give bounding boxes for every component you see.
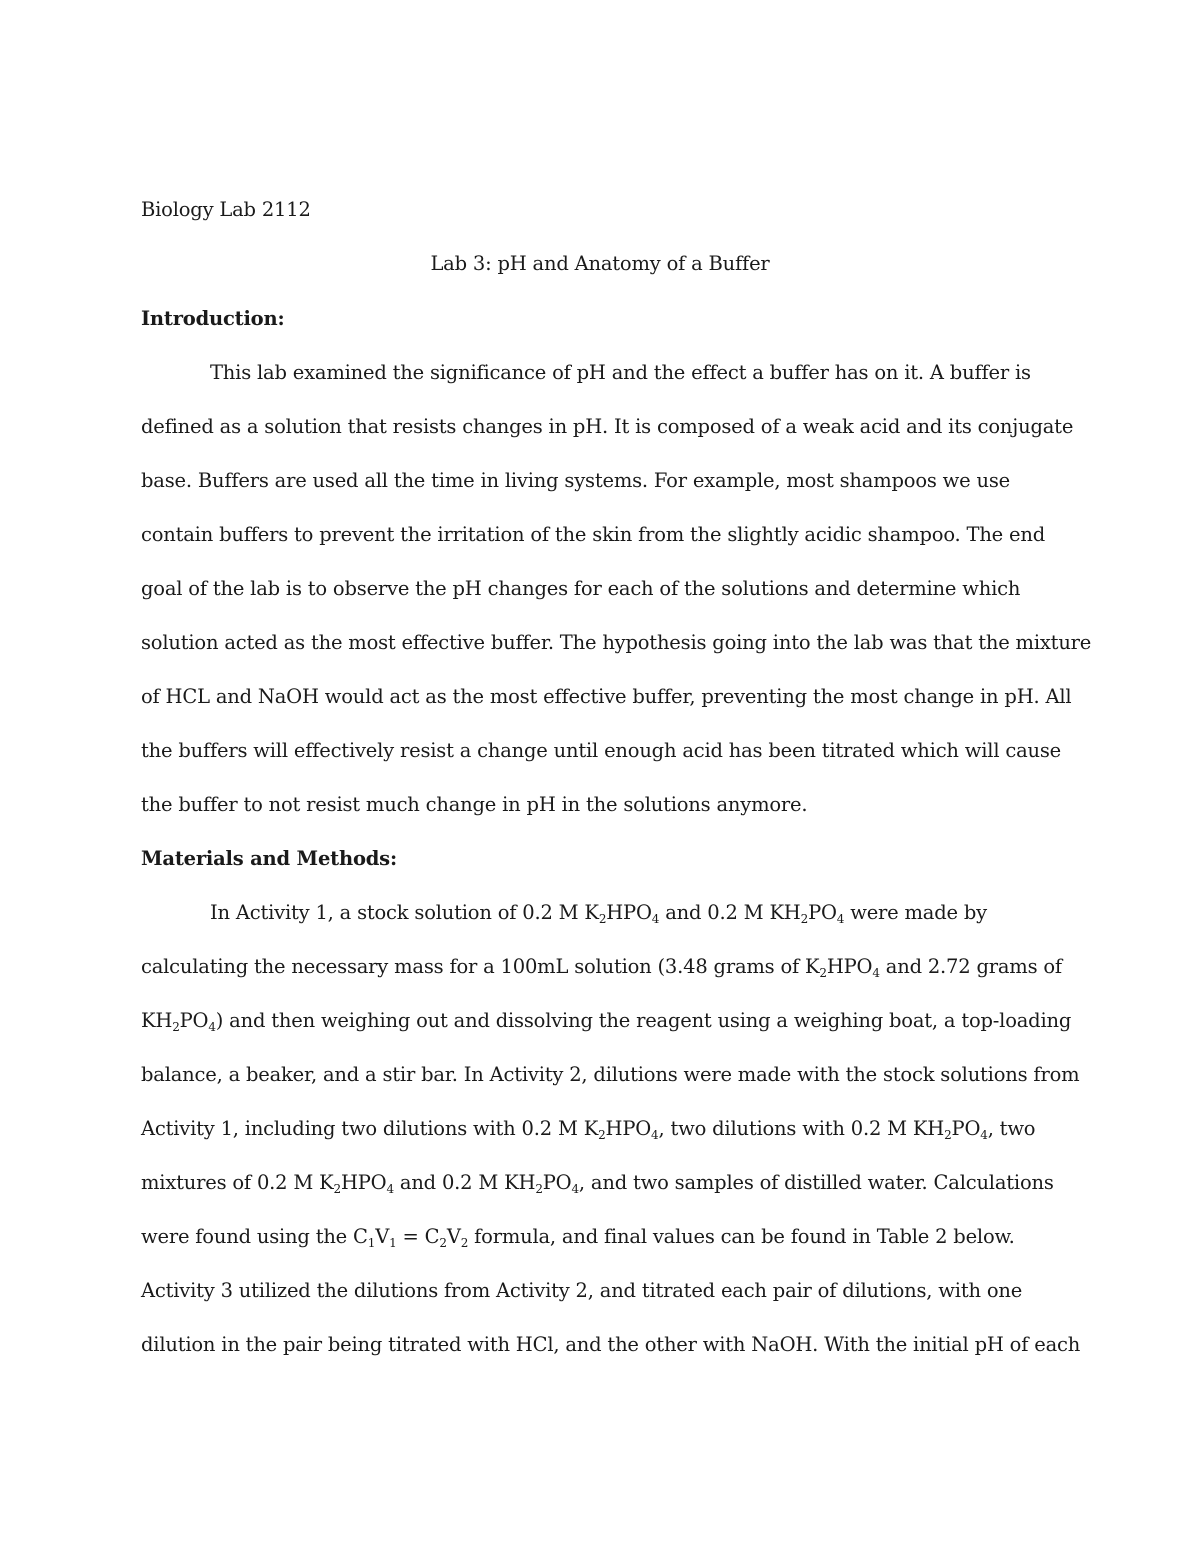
methods-line [141,1116,1035,1142]
subscript: 4 [386,1182,394,1196]
text-run: , two dilutions with 0.2 M KH [658,1117,945,1140]
text-run: HPO [606,901,652,924]
intro-line: goal of the lab is to observe the pH changes for each of the solutions and determine which [141,577,1021,600]
text-run: PO [951,1117,981,1140]
subscript: 4 [836,912,845,926]
intro-line: the buffers will effectively resist a change until enough acid has been titrated which will cause [141,739,1062,762]
subscript: 1 [367,1236,376,1250]
text-run: calculating the necessary mass for a 100mL solution (3.48 grams of K [141,955,820,978]
text-run: PO [179,1009,209,1032]
text-run: HPO [340,1171,387,1194]
methods-line [141,1278,1022,1304]
subscript: 4 [872,966,880,980]
text-run: , two [987,1117,1036,1140]
subscript: 2 [800,912,809,926]
intro-line: the buffer to not resist much change in pH in the solutions anymore. [141,793,808,816]
text-run: formula, and final values can be found in Table 2 below. [468,1225,1015,1248]
subscript: 2 [439,1236,447,1250]
intro-line: base. Buffers are used all the time in living systems. For example, most shampoos we use [141,469,1011,492]
methods-line [141,1062,1079,1088]
text-run: In Activity 1, a stock solution of 0.2 M K [210,901,599,924]
subscript: 2 [598,1128,606,1142]
page-title: Lab 3: pH and Anatomy of a Buffer [430,252,770,275]
text-run: balance, a beaker, and a stir bar. In Activity 2, dilutions were made with the stock solutions from [141,1063,1080,1086]
text-run: V [446,1225,461,1248]
text-run: ) and then weighing out and dissolving the reagent using a weighing boat, a top-loading [215,1009,1072,1032]
intro-line: of HCL and NaOH would act as the most effective buffer, preventing the most change in pH. All [141,685,1072,708]
text-run: PO [542,1171,572,1194]
course-label: Biology Lab 2112 [141,198,311,221]
subscript: 2 [333,1182,341,1196]
intro-line: solution acted as the most effective buffer. The hypothesis going into the lab was that the mixture [141,631,1092,654]
subscript: 2 [172,1020,180,1034]
introduction-heading: Introduction: [141,307,285,330]
subscript: 2 [944,1128,952,1142]
subscript: 4 [208,1020,216,1034]
subscript: 4 [651,1128,659,1142]
subscript: 4 [980,1128,988,1142]
text-run: and 0.2 M KH [659,901,801,924]
text-run: HPO [605,1117,652,1140]
text-run: dilution in the pair being titrated with HCl, and the other with NaOH. With the initial pH of each [141,1333,1081,1356]
text-run: and 0.2 M KH [393,1171,536,1194]
methods-line [210,900,987,926]
intro-line: defined as a solution that resists changes in pH. It is composed of a weak acid and its conjugate [141,415,1074,438]
text-run: V [375,1225,390,1248]
text-run: KH [141,1009,173,1032]
subscript: 4 [571,1182,579,1196]
subscript: 2 [819,966,827,980]
text-run: mixtures of 0.2 M K [141,1171,334,1194]
text-run: Activity 3 utilized the dilutions from Activity 2, and titrated each pair of dilutions, with one [141,1279,1023,1302]
text-run: were made by [844,901,987,924]
text-run: Activity 1, including two dilutions with 0.2 M K [141,1117,599,1140]
methods-line [141,1008,1071,1034]
text-run: , and two samples of distilled water. Calculations [578,1171,1054,1194]
intro-line: This lab examined the significance of pH and the effect a buffer has on it. A buffer is [210,361,1031,384]
text-run: and 2.72 grams of [879,955,1062,978]
subscript: 1 [389,1236,397,1250]
subscript: 2 [460,1236,469,1250]
text-run: were found using the C [141,1225,368,1248]
methods-line [141,1224,1015,1250]
text-run: PO [808,901,837,924]
subscript: 4 [651,912,660,926]
materials-methods-heading: Materials and Methods: [141,847,397,870]
intro-line: contain buffers to prevent the irritation of the skin from the slightly acidic shampoo. The end [141,523,1045,546]
subscript: 2 [598,912,607,926]
methods-line [141,1170,1054,1196]
text-run: HPO [826,955,873,978]
methods-line [141,954,1062,980]
methods-line [141,1332,1080,1358]
subscript: 2 [535,1182,543,1196]
text-run: = C [396,1225,440,1248]
